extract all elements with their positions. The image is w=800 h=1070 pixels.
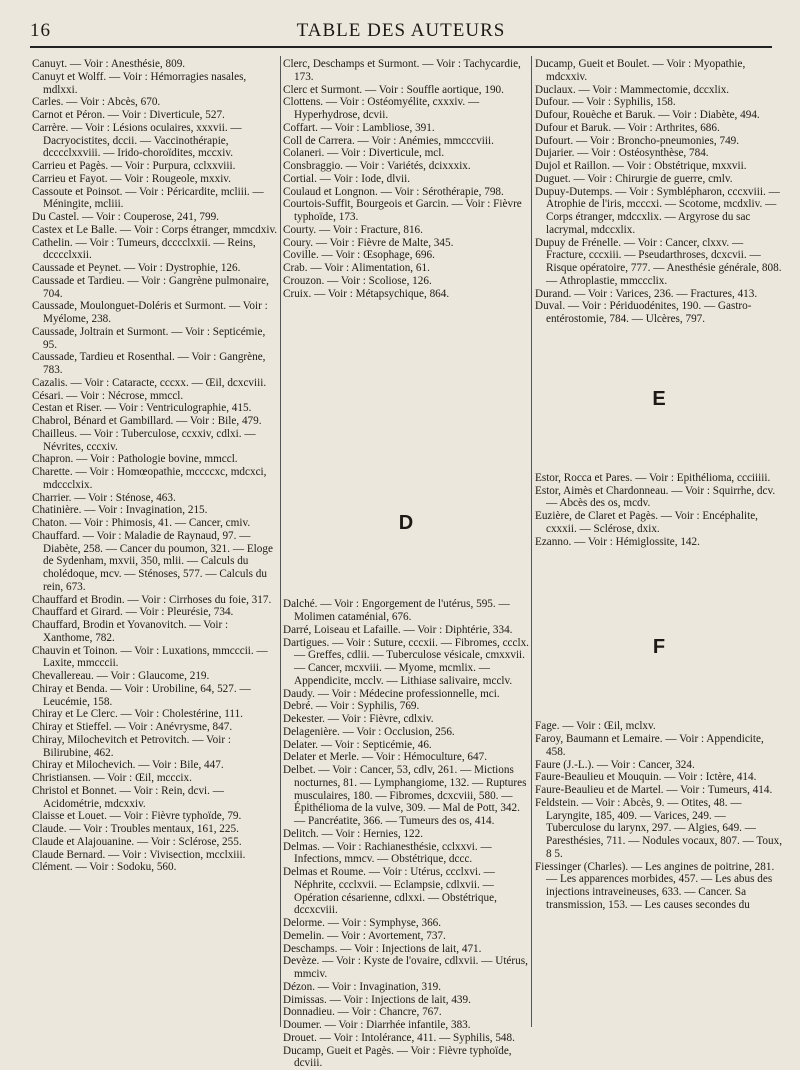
author-entry: Clément. — Voir : Sodoku, 560. — [32, 861, 280, 874]
author-entry: Clottens. — Voir : Ostéomyélite, cxxxiv. — Hyperhydrose, dcvii. — [283, 96, 529, 122]
author-entry: Chauffard et Brodin. — Voir : Cirrhoses du foie, 317. — [32, 594, 280, 607]
author-entry: Chiray et Stieffel. — Voir : Anévrysme, 847. — [32, 721, 280, 734]
author-entry: Cortial. — Voir : Iode, dlvii. — [283, 173, 529, 186]
author-entry: Caussade, Moulonguet-Doléris et Surmont. — Voir : Myélome, 238. — [32, 300, 280, 326]
column-gap — [535, 326, 783, 388]
author-entry: Claude. — Voir : Troubles mentaux, 161, 225. — [32, 823, 280, 836]
author-entry: Ducamp, Gueit et Pagès. — Voir : Fièvre typhoïde, dcviii. — [283, 1045, 529, 1070]
entry-list-d-cont — [535, 58, 783, 326]
author-entry: Duval. — Voir : Périduodénites, 190. — Gastro-entérostomie, 784. — Ulcères, 797. — [535, 300, 783, 326]
author-entry: Crouzon. — Voir : Scoliose, 126. — [283, 275, 529, 288]
author-entry: Dimissas. — Voir : Injections de lait, 439. — [283, 994, 529, 1007]
author-entry: Fiessinger (Charles). — Les angines de poitrine, 281. — Les apparences morbides, 457. — Les abus des injections intraveineuses, 633. — Cancer. Sa transmission, 153. — Les causes secondes du — [535, 861, 783, 912]
author-entry: Chatinière. — Voir : Invagination, 215. — [32, 504, 280, 517]
author-entry: Courty. — Voir : Fracture, 816. — [283, 224, 529, 237]
author-entry: Delitch. — Voir : Hernies, 122. — [283, 828, 529, 841]
author-entry: Chapron. — Voir : Pathologie bovine, mmccl. — [32, 453, 280, 466]
author-entry: Du Castel. — Voir : Couperose, 241, 799. — [32, 211, 280, 224]
author-entry: Deschamps. — Voir : Injections de lait, 471. — [283, 943, 529, 956]
author-entry: Carrieu et Fayot. — Voir : Rougeole, mxxiv. — [32, 173, 280, 186]
author-entry: Consbraggio. — Voir : Variétés, dcixxxix. — [283, 160, 529, 173]
author-entry: Dufourt. — Voir : Broncho-pneumonies, 749. — [535, 135, 783, 148]
author-entry: Chauffard, Brodin et Yovanovitch. — Voir : Xanthome, 782. — [32, 619, 280, 645]
author-entry: Faroy, Baumann et Lemaire. — Voir : Appendicite, 458. — [535, 733, 783, 759]
column-gap — [535, 658, 783, 720]
author-entry: Coffart. — Voir : Lambliose, 391. — [283, 122, 529, 135]
author-entry: Chevallereau. — Voir : Glaucome, 219. — [32, 670, 280, 683]
author-entry: Feldstein. — Voir : Abcès, 9. — Otites, 48. — Laryngite, 185, 409. — Varices, 249. — Tuberculose du larynx, 297. — Algies, 649. — Paresthésies, 711. — Nodules vocaux, 807. — Toux, 8 5. — [535, 797, 783, 861]
author-entry: Caussade et Peynet. — Voir : Dystrophie, 126. — [32, 262, 280, 275]
column-3 — [535, 58, 783, 912]
author-entry: Donnadieu. — Voir : Chancre, 767. — [283, 1006, 529, 1019]
author-entry: Delagenière. — Voir : Occlusion, 256. — [283, 726, 529, 739]
author-entry: Dekester. — Voir : Fièvre, cdlxiv. — [283, 713, 529, 726]
author-entry: Coville. — Voir : Œsophage, 696. — [283, 249, 529, 262]
author-entry: Claude Bernard. — Voir : Vivisection, mcclxiii. — [32, 849, 280, 862]
author-entry: Cruix. — Voir : Métapsychique, 864. — [283, 288, 529, 301]
author-entry: Duguet. — Voir : Chirurgie de guerre, cmlv. — [535, 173, 783, 186]
entry-list-e — [535, 472, 783, 549]
author-entry: Canuyt. — Voir : Anesthésie, 809. — [32, 58, 280, 71]
author-entry: Faure-Beaulieu et Mouquin. — Voir : Ictère, 414. — [535, 771, 783, 784]
author-entry: Charrier. — Voir : Sténose, 463. — [32, 492, 280, 505]
author-entry: Coulaud et Longnon. — Voir : Sérothérapie, 798. — [283, 186, 529, 199]
author-entry: Caussade, Joltrain et Surmont. — Voir : Septicémie, 95. — [32, 326, 280, 352]
author-entry: Duclaux. — Voir : Mammectomie, dccxlix. — [535, 84, 783, 97]
author-entry: Dartigues. — Voir : Suture, cccxii. — Fibromes, ccclx. — Greffes, cdlii. — Tuberculose vésicale, cmxxvii. — Cancer, mcxviii. — Myome, mcmlix. — Appendicite, mcclv. — Lithiase salivaire, mcclv. — [283, 637, 529, 688]
author-entry: Demelin. — Voir : Avortement, 737. — [283, 930, 529, 943]
author-entry: Césari. — Voir : Nécrose, mmccl. — [32, 390, 280, 403]
author-entry: Claisse et Louet. — Voir : Fièvre typhoïde, 79. — [32, 810, 280, 823]
author-entry: Chiray et Le Clerc. — Voir : Cholestérine, 111. — [32, 708, 280, 721]
page-title: TABLE DES AUTEURS — [30, 20, 772, 42]
author-entry: Delorme. — Voir : Symphyse, 366. — [283, 917, 529, 930]
section-letter-e: E — [535, 388, 783, 410]
page-header — [30, 18, 772, 46]
entry-list-f — [535, 720, 783, 911]
author-entry: Cassoute et Poinsot. — Voir : Péricardite, mcliii. — Méningite, mcliii. — [32, 186, 280, 212]
author-entry: Durand. — Voir : Varices, 236. — Fractures, 413. — [535, 288, 783, 301]
author-entry: Estor, Rocca et Pares. — Voir : Epithélioma, ccciiiii. — [535, 472, 783, 485]
author-entry: Chaton. — Voir : Phimosis, 41. — Cancer, cmiv. — [32, 517, 280, 530]
entry-list-d — [283, 598, 529, 1070]
author-entry: Dupuy-Dutemps. — Voir : Symblépharon, cccxviii. — Atrophie de l'iris, mcccxi. — Scotome, mcdxliv. — Corps étranger, mdccxlix. — Argyrose du sac lacrymal, mdccxlix. — [535, 186, 783, 237]
column-divider — [280, 56, 281, 1027]
column-2 — [283, 58, 529, 1070]
author-entry: Chauffard. — Voir : Maladie de Raynaud, 97. — Diabète, 258. — Cancer du poumon, 321. — Eloge de Sydenham, mxvii, 350, mlii. — Calculs du cholédoque, mcv. — Sténoses, 577. — Calculs du rein, 673. — [32, 530, 280, 594]
author-entry: Darré, Loiseau et Lafaille. — Voir : Diphtérie, 334. — [283, 624, 529, 637]
author-entry: Estor, Aimès et Chardonneau. — Voir : Squirrhe, dcv. — Abcès des os, mcdv. — [535, 485, 783, 511]
author-entry: Debré. — Voir : Syphilis, 769. — [283, 700, 529, 713]
author-entry: Delbet. — Voir : Cancer, 53, cdlv, 261. — Mictions nocturnes, 81. — Lymphangiome, 132. — Ruptures musculaires, 180. — Fibromes, dcxcviii, 580. — Épithélioma de la vulve, 309. — Mal de Pott, 342. — Pancréatite, 366. — Tumeurs des os, 414. — [283, 764, 529, 828]
author-entry: Dalché. — Voir : Engorgement de l'utérus, 595. — Molimen cataménial, 676. — [283, 598, 529, 624]
author-entry: Christol et Bonnet. — Voir : Rein, dcvi. — Acidométrie, mdcxxiv. — [32, 785, 280, 811]
header-rule — [30, 46, 772, 48]
author-entry: Claude et Alajouanine. — Voir : Sclérose, 255. — [32, 836, 280, 849]
author-entry: Cathelin. — Voir : Tumeurs, dcccclxxii. — Reins, dcccclxxii. — [32, 237, 280, 263]
author-entry: Carrère. — Voir : Lésions oculaires, xxxvii. — Dacryocistites, dccii. — Vaccinothérapie, dcccclxxviii. — Irido-choroïdites, mccxiv. — [32, 122, 280, 160]
column-gap — [535, 548, 783, 636]
author-entry: Chiray, Milochevitch et Petrovitch. — Voir : Bilirubine, 462. — [32, 734, 280, 760]
author-entry: Chauvin et Toinon. — Voir : Luxations, mmcccii. — Laxite, mmcccii. — [32, 645, 280, 671]
author-entry: Cestan et Riser. — Voir : Ventriculographie, 415. — [32, 402, 280, 415]
author-entry: Delater. — Voir : Septicémie, 46. — [283, 739, 529, 752]
author-entry: Clerc et Surmont. — Voir : Souffle aortique, 190. — [283, 84, 529, 97]
author-entry: Carnot et Péron. — Voir : Diverticule, 527. — [32, 109, 280, 122]
author-entry: Euzière, de Claret et Pagès. — Voir : Encéphalite, cxxxii. — Sclérose, dxix. — [535, 510, 783, 536]
author-entry: Faure (J.-L.). — Voir : Cancer, 324. — [535, 759, 783, 772]
author-entry: Delmas et Roume. — Voir : Utérus, ccclxvi. — Néphrite, ccclxvii. — Eclampsie, cdlxvii. — Opération césarienne, cdlxxi. — Obstétrique, dccxcviii. — [283, 866, 529, 917]
author-entry: Dupuy de Frénelle. — Voir : Cancer, clxxv. — Fracture, cccxiii. — Pseudarthroses, dcxcvii. — Risque opératoire, 777. — Anesthésie générale, 808. — Athroplastie, mmccclix. — [535, 237, 783, 288]
author-entry: Chiray et Benda. — Voir : Urobiline, 64, 527. — Leucémie, 158. — [32, 683, 280, 709]
section-letter-d: D — [283, 512, 529, 534]
author-entry: Coll de Carrera. — Voir : Anémies, mmcccviii. — [283, 135, 529, 148]
author-entry: Chabrol, Bénard et Gambillard. — Voir : Bile, 479. — [32, 415, 280, 428]
author-entry: Fage. — Voir : Œil, mclxv. — [535, 720, 783, 733]
author-entry: Devèze. — Voir : Kyste de l'ovaire, cdlxvii. — Utérus, mmciv. — [283, 955, 529, 981]
author-entry: Dujol et Raillon. — Voir : Obstétrique, mxxvii. — [535, 160, 783, 173]
entry-list-c — [283, 58, 529, 300]
author-entry: Doumer. — Voir : Diarrhée infantile, 383. — [283, 1019, 529, 1032]
author-entry: Caussade et Tardieu. — Voir : Gangrène pulmonaire, 704. — [32, 275, 280, 301]
author-entry: Delater et Merle. — Voir : Hémoculture, 647. — [283, 751, 529, 764]
author-entry: Faure-Beaulieu et de Martel. — Voir : Tumeurs, 414. — [535, 784, 783, 797]
author-entry: Caussade, Tardieu et Rosenthal. — Voir : Gangrène, 783. — [32, 351, 280, 377]
author-entry: Clerc, Deschamps et Surmont. — Voir : Tachycardie, 173. — [283, 58, 529, 84]
author-entry: Dujarier. — Voir : Ostéosynthèse, 784. — [535, 147, 783, 160]
page-number: 16 — [30, 20, 51, 42]
author-entry: Dézon. — Voir : Invagination, 319. — [283, 981, 529, 994]
author-entry: Charette. — Voir : Homœopathie, mccccxc, mdcxci, mdccclxix. — [32, 466, 280, 492]
author-entry: Colaneri. — Voir : Diverticule, mcl. — [283, 147, 529, 160]
author-entry: Dufour, Rouèche et Baruk. — Voir : Diabète, 494. — [535, 109, 783, 122]
column-gap — [283, 300, 529, 512]
author-entry: Delmas. — Voir : Rachianesthésie, cclxxvi. — Infections, mmcv. — Obstétrique, dccc. — [283, 841, 529, 867]
column-divider — [531, 56, 532, 1027]
author-entry: Coury. — Voir : Fièvre de Malte, 345. — [283, 237, 529, 250]
author-entry: Courtois-Suffit, Bourgeois et Garcin. — Voir : Fièvre typhoïde, 173. — [283, 198, 529, 224]
author-entry: Chiray et Milochevich. — Voir : Bile, 447. — [32, 759, 280, 772]
column-gap — [535, 410, 783, 472]
author-entry: Carles. — Voir : Abcès, 670. — [32, 96, 280, 109]
author-entry: Castex et Le Balle. — Voir : Corps étranger, mmcdxiv. — [32, 224, 280, 237]
author-entry: Dufour. — Voir : Syphilis, 158. — [535, 96, 783, 109]
author-entry: Dufour et Baruk. — Voir : Arthrites, 686. — [535, 122, 783, 135]
author-entry: Ezanno. — Voir : Hémiglossite, 142. — [535, 536, 783, 549]
section-letter-f: F — [535, 636, 783, 658]
author-entry: Drouet. — Voir : Intolérance, 411. — Syphilis, 548. — [283, 1032, 529, 1045]
author-entry: Carrieu et Pagès. — Voir : Purpura, cclxxviii. — [32, 160, 280, 173]
author-entry: Cazalis. — Voir : Cataracte, cccxx. — Œil, dcxcviii. — [32, 377, 280, 390]
column-1 — [32, 58, 280, 874]
author-entry: Christiansen. — Voir : Œil, mcccix. — [32, 772, 280, 785]
author-entry: Crab. — Voir : Alimentation, 61. — [283, 262, 529, 275]
author-entry: Ducamp, Gueit et Boulet. — Voir : Myopathie, mdcxxiv. — [535, 58, 783, 84]
author-entry: Daudy. — Voir : Médecine professionnelle, mci. — [283, 688, 529, 701]
author-entry: Chailleus. — Voir : Tuberculose, ccxxiv, cdlxi. — Névrites, cccxiv. — [32, 428, 280, 454]
author-entry: Canuyt et Wolff. — Voir : Hémorragies nasales, mdlxxi. — [32, 71, 280, 97]
column-gap — [283, 534, 529, 598]
author-entry: Chauffard et Girard. — Voir : Pleurésie, 734. — [32, 606, 280, 619]
